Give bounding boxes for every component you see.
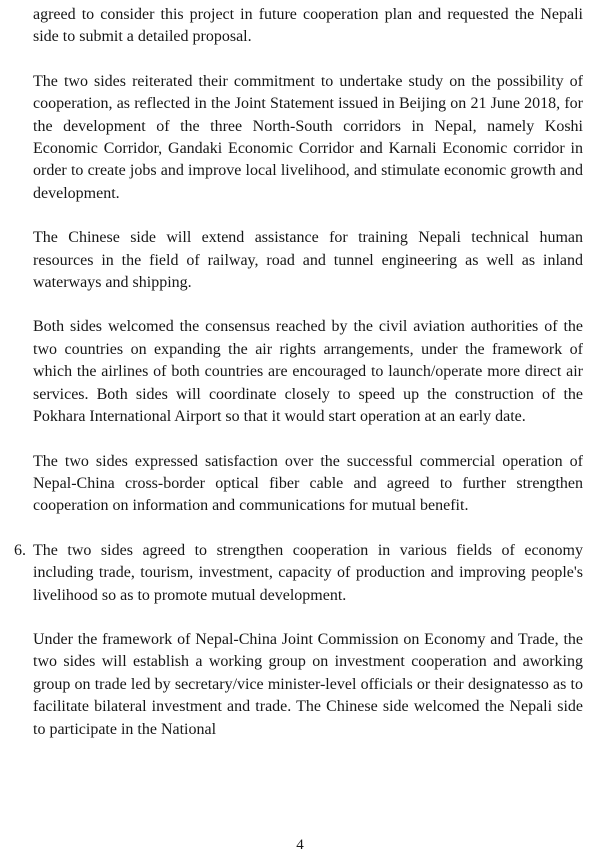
paragraph-fiber-cable: The two sides expressed satisfaction over the successful commercial operation of Nepal-China cross-border optical fiber cable and agreed to further strengthen cooperation on information and communications for mutual benefit. xyxy=(33,452,583,515)
paragraph-corridors: The two sides reiterated their commitment to undertake study on the possibility of cooperation, as reflected in the Joint Statement issued in Beijing on 21 June 2018, for the development of the three North-South corridors in Nepal, namely Koshi Economic Corridor, Gandaki Economic Corridor and Karnali Economic corridor in order to create jobs and improve local livelihood, and stimulate economic growth and development. xyxy=(33,72,583,202)
paragraph-continuation: agreed to consider this project in future cooperation plan and requested the Nepali side to submit a detailed proposal. xyxy=(33,6,583,46)
item-number: 6. xyxy=(14,541,26,559)
page-number: 4 xyxy=(296,836,304,853)
paragraph-aviation: Both sides welcomed the consensus reached by the civil aviation authorities of the two countries on expanding the air rights arrangements, under the framework of which the airlines of both countries are encouraged to launch/operate more direct air services. Both sides will coordinate closely to speed up the construction of the Pokhara International Airport so that it would start operation at an early date. xyxy=(33,318,583,426)
paragraph-joint-commission: Under the framework of Nepal-China Joint Commission on Economy and Trade, the two sides will establish a working group on investment cooperation and aworking group on trade led by secretary/vice minister-level officials or their designatesso as to facilitate bilateral investment and trade. The Chinese side welcomed the Nepali side to participate in the National xyxy=(33,630,583,738)
numbered-list-item-6 xyxy=(14,540,583,607)
page-content xyxy=(14,4,583,741)
numbered-item-text: The two sides agreed to strengthen cooperation in various fields of economy including trade, tourism, investment, capacity of production and improving people's livelihood so as to promote mutual development. xyxy=(33,541,583,604)
paragraph-training-assistance: The Chinese side will extend assistance for training Nepali technical human resources in the field of railway, road and tunnel engineering as well as inland waterways and shipping. xyxy=(33,229,583,292)
